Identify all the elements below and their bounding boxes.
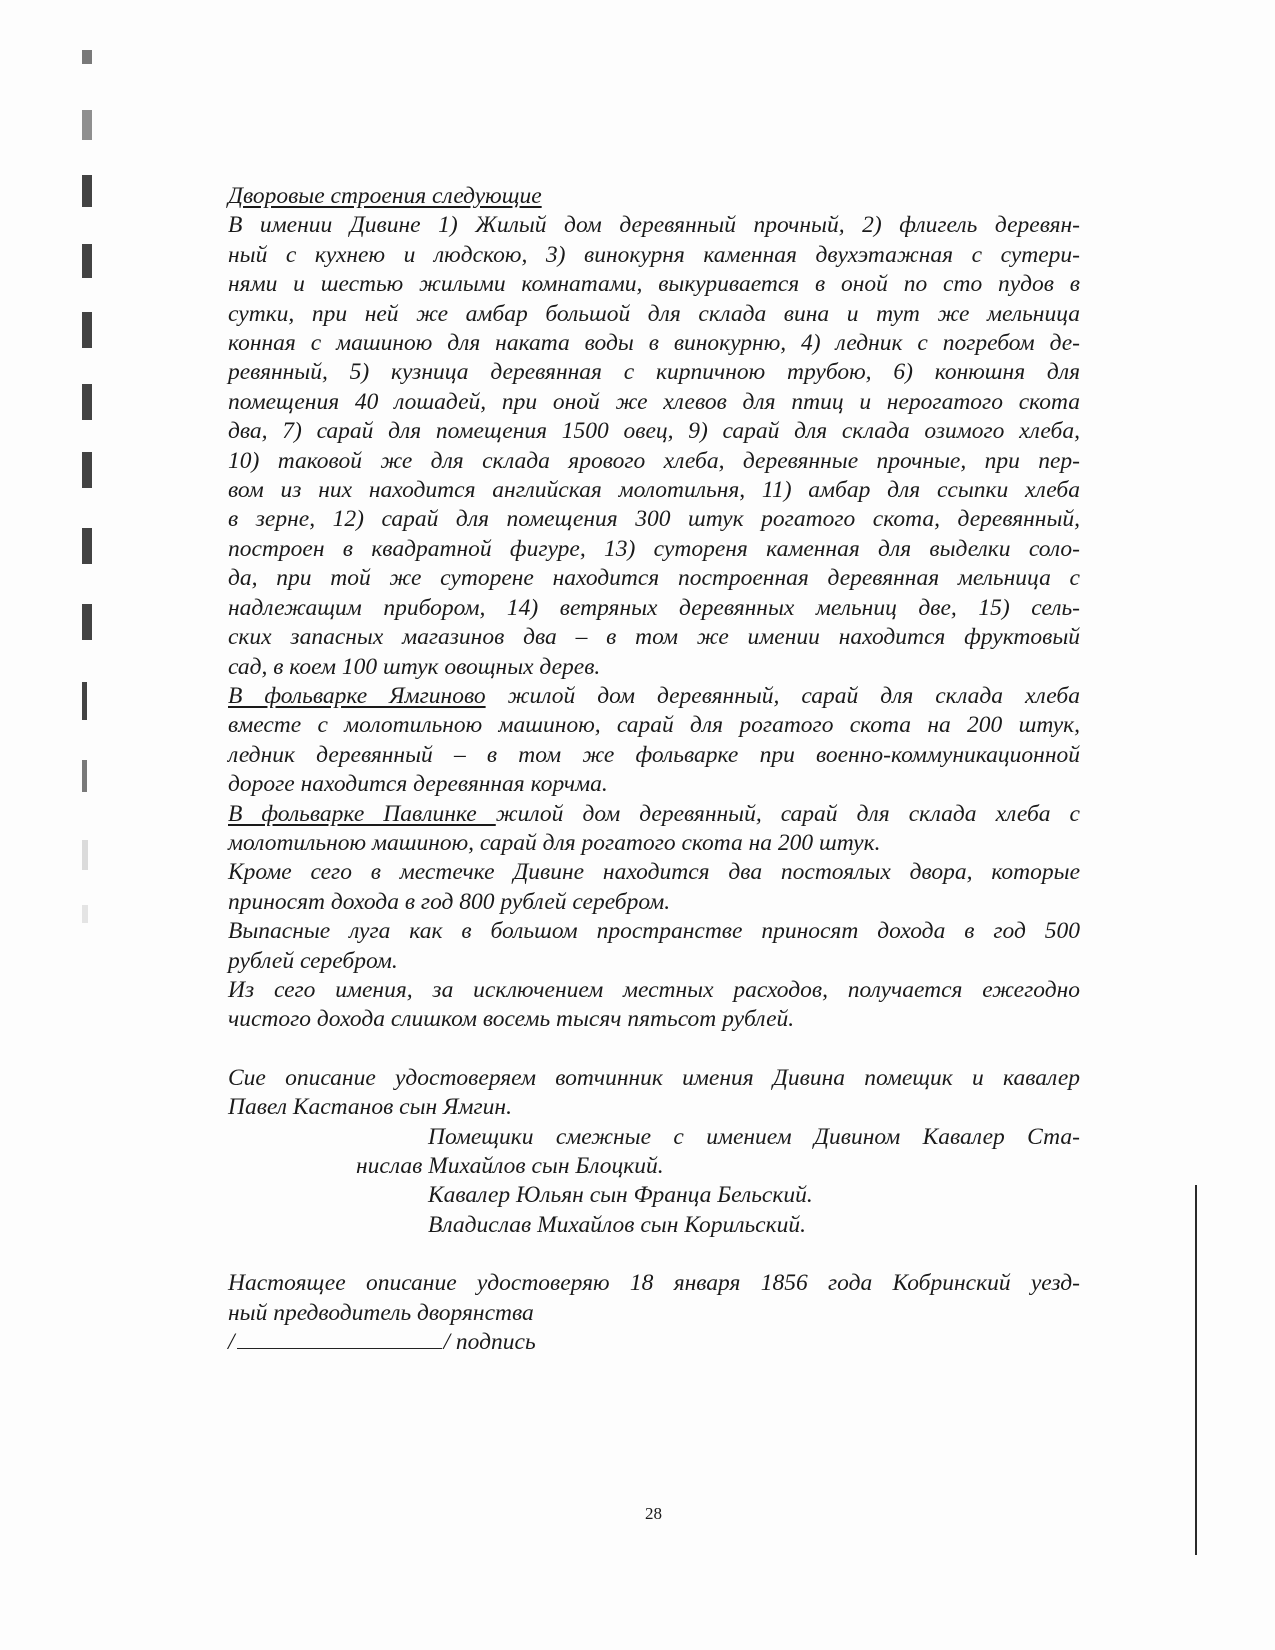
- text-line: ный с кухнею и людскою, 3) винокурня каменная двухэтажная с сутери-: [228, 241, 1080, 268]
- text-line: Настоящее описание удостоверяю 18 января 1856 года Кобринский уезд-: [228, 1270, 1080, 1297]
- estate-buildings-paragraph: [228, 211, 1080, 682]
- text-line: в зерне, 12) сарай для помещения 300 штук рогатого скота, деревянный,: [228, 506, 1080, 533]
- text-line: помещения 40 лошадей, при оной же хлевов для птиц и нерогатого скота: [228, 388, 1080, 415]
- binding-mark: [82, 604, 92, 640]
- binding-mark: [82, 110, 92, 140]
- signature-slash: /: [228, 1329, 235, 1356]
- farmstead-label-pavlinka: В фольварке Павлинке: [228, 800, 496, 827]
- signatory-line: Помещики смежные с имением Дивином Кавалер Ста-: [428, 1123, 1080, 1150]
- binding-mark: [82, 452, 92, 488]
- text-line: вом из них находится английская молотильня, 11) амбар для ссыпки хлеба: [228, 477, 1080, 504]
- document-body: [228, 182, 1080, 1357]
- marshal-certification: [228, 1269, 1080, 1328]
- yamginovo-paragraph: [228, 682, 1080, 800]
- text-line: Из сего имения, за исключением местных расходов, получается ежегодно: [228, 976, 1080, 1003]
- signature-label: / подпись: [443, 1329, 536, 1356]
- binding-mark: [82, 528, 92, 564]
- binding-mark: [82, 312, 92, 348]
- text-line: Выпасные луга как в большом пространстве приносят дохода в год 500: [228, 918, 1080, 945]
- text-line: ских запасных магазинов два – в том же имении находится фруктовый: [228, 624, 1080, 651]
- signatory-line: Владислав Михайлов сын Корильский.: [428, 1211, 806, 1238]
- text-line: построен в квадратной фигуре, 13) сутореня каменная для выделки соло-: [228, 535, 1080, 562]
- text-line: конная с машиною для наката воды в винокурню, 4) ледник с погребом де-: [228, 330, 1080, 357]
- text-line: [228, 800, 1080, 829]
- section-heading: Дворовые строения следующие: [228, 183, 542, 209]
- text-line: ледник деревянный – в том же фольварке при военно-коммуникационной: [228, 741, 1080, 768]
- text-line: рублей серебром.: [228, 947, 398, 974]
- text-line: чистого дохода слишком восемь тысяч пятьсот рублей.: [228, 1006, 795, 1033]
- text-line: два, 7) сарай для помещения 1500 овец, 9) сарай для склада озимого хлеба,: [228, 418, 1080, 445]
- text-line: да, при той же суторене находится построенная деревянная мельница с: [228, 565, 1080, 592]
- pavlinka-paragraph: [228, 800, 1080, 859]
- page-number: 28: [645, 1504, 662, 1523]
- neighbor-signatories: [228, 1123, 1080, 1241]
- meadows-paragraph: [228, 917, 1080, 976]
- text-line: В имении Дивине 1) Жилый дом деревянный прочный, 2) флигель деревян-: [228, 212, 1080, 239]
- text-line: Сие описание удостоверяем вотчинник имения Дивина помещик и кавалер: [228, 1064, 1080, 1091]
- text-line: дороге находится деревянная корчма.: [228, 771, 608, 798]
- inns-paragraph: [228, 858, 1080, 917]
- text-fragment: жилой дом деревянный, сарай для склада хлеба с: [495, 800, 1080, 827]
- text-line: приносят дохода в год 800 рублей серебром.: [228, 888, 671, 915]
- farmstead-label-yamginovo: В фольварке Ямгиново: [228, 682, 486, 709]
- binding-mark: [82, 175, 92, 207]
- text-line: сад, в коем 100 штук овощных дерев.: [228, 653, 601, 680]
- text-fragment: жилой дом деревянный, сарай для склада хлеба: [485, 682, 1080, 709]
- signatory-line: нислав Михайлов сын Блоцкий.: [356, 1153, 664, 1179]
- text-line: Кроме сего в местечке Дивине находится два постоялых двора, которые: [228, 859, 1080, 886]
- spacer: [228, 1240, 1080, 1269]
- binding-mark: [82, 244, 92, 278]
- binding-mark: [82, 905, 88, 923]
- binding-mark: [82, 840, 88, 870]
- text-line: нями и шестью жилыми комнатами, выкуривается в оной по сто пудов в: [228, 271, 1080, 298]
- signature-blank: [237, 1330, 442, 1349]
- text-line: надлежащим прибором, 14) ветряных деревянных мельниц две, 15) сель-: [228, 594, 1080, 621]
- text-line: вместе с молотильною машиною, сарай для рогатого скота на 200 штук,: [228, 712, 1080, 739]
- text-line: молотильною машиною, сарай для рогатого скота на 200 штук.: [228, 829, 881, 856]
- text-line: [228, 682, 1080, 711]
- text-line: ревянный, 5) кузница деревянная с кирпичною трубою, 6) конюшня для: [228, 359, 1080, 386]
- margin-rule: [1195, 1185, 1197, 1555]
- income-paragraph: [228, 976, 1080, 1035]
- binding-mark: [82, 384, 92, 420]
- binding-mark: [82, 50, 92, 64]
- binding-mark: [82, 760, 87, 792]
- binding-mark: [82, 682, 87, 720]
- spacer: [228, 1035, 1080, 1064]
- signature-field: [228, 1328, 1080, 1357]
- text-line: ный предводитель дворянства: [228, 1299, 534, 1326]
- owner-certification: [228, 1064, 1080, 1123]
- text-line: 10) таковой же для склада ярового хлеба, деревянные прочные, при пер-: [228, 447, 1080, 474]
- signatory-line: Кавалер Юльян сын Франца Бельский.: [428, 1182, 813, 1209]
- text-line: сутки, при ней же амбар большой для склада вина и тут же мельница: [228, 300, 1080, 327]
- text-line: Павел Кастанов сын Ямгин.: [228, 1094, 512, 1121]
